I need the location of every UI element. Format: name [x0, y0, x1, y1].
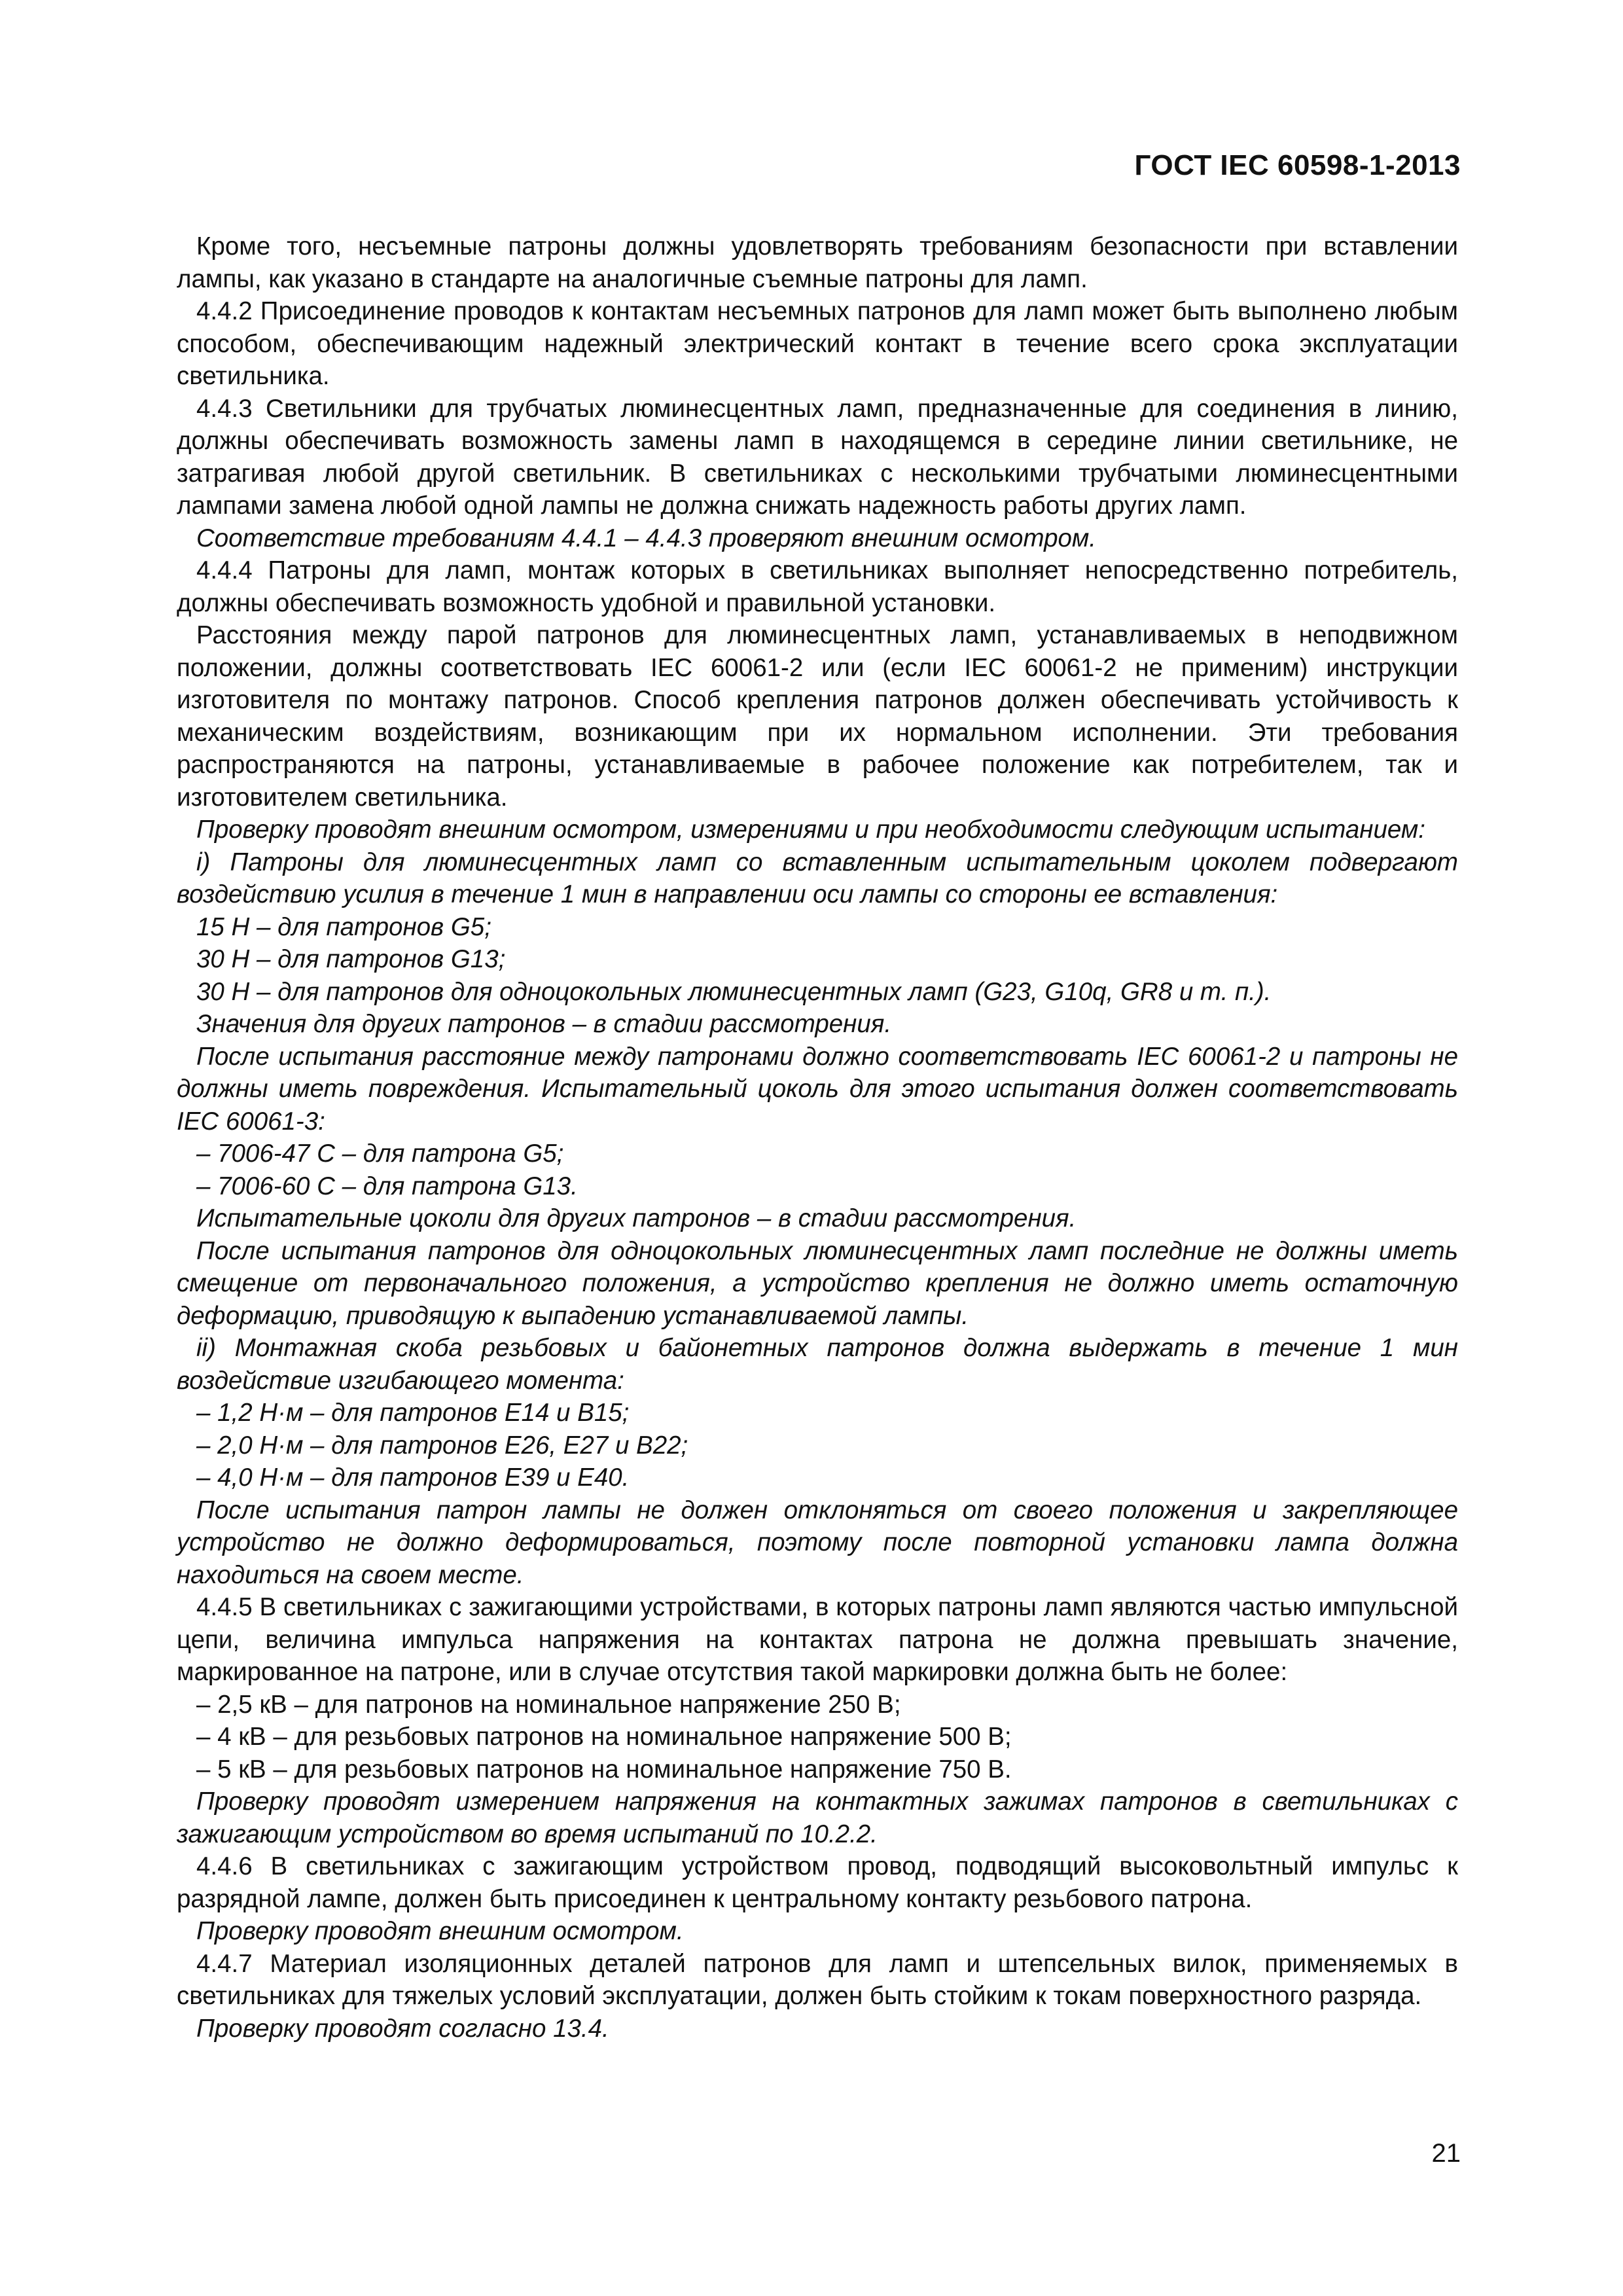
paragraph: – 7006-60 С – для патрона G13. — [196, 1172, 578, 1200]
paragraph: i) Патроны для люминесцентных ламп со вставленным испытательным цоколем подвергают воздействию усилия в течение 1 мин в направлении оси лампы со стороны ее вставления: — [177, 848, 1458, 908]
paragraph: 4.4.4 Патроны для ламп, монтаж которых в светильниках выполняет непосредственно потребитель, должны обеспечивать возможность удобной и правильной установки. — [177, 556, 1458, 617]
paragraph: 4.4.2 Присоединение проводов к контактам несъемных патронов для ламп может быть выполнено любым способом, обеспечивающим надежный электрический контакт в течение всего срока эксплуатации светильника. — [177, 297, 1458, 390]
paragraph: После испытания расстояние между патронами должно соответствовать IEC 60061-2 и патроны не должны иметь повреждения. Испытательный цоколь для этого испытания должен соответствовать IEC 60061-3: — [177, 1042, 1458, 1136]
paragraph: – 2,0 Н·м – для патронов Е26, Е27 и В22; — [196, 1431, 688, 1460]
paragraph: 4.4.7 Материал изоляционных деталей патронов для ламп и штепсельных вилок, применяемых в светильниках для тяжелых условий эксплуатации, должен быть стойким к токам поверхностного разряда. — [177, 1949, 1458, 2010]
paragraph: – 5 кВ – для резьбовых патронов на номинальное напряжение 750 В. — [196, 1755, 1012, 1784]
paragraph: – 4,0 Н·м – для патронов Е39 и Е40. — [196, 1463, 630, 1492]
paragraph: Испытательные цоколи для других патронов – в стадии рассмотрения. — [196, 1204, 1077, 1232]
paragraph: После испытания патронов для одноцокольных люминесцентных ламп последние не должны иметь смещение от первоначального положения, а устройство крепления не должно иметь остаточную деформацию, приводящую к выпадению устанавливаемой лампы. — [177, 1236, 1458, 1330]
paragraph: 30 Н – для патронов для одноцокольных люминесцентных ламп (G23, G10q, GR8 и т. п.). — [196, 977, 1272, 1006]
document-body — [177, 230, 1458, 2045]
paragraph: 4.4.6 В светильниках с зажигающим устройством провод, подводящий высоковольтный импульс к разрядной лампе, должен быть присоединен к центральному контакту резьбового патрона. — [177, 1852, 1458, 1913]
paragraph: Расстояния между парой патронов для люминесцентных ламп, устанавливаемых в неподвижном положении, должны соответствовать IEC 60061-2 или (если IEC 60061-2 не применим) инструкции изготовителя по монтажу патронов. Способ крепления патронов должен обеспечивать устойчивость к механическим воздействиям, возникающим при их нормальном исполнении. Эти требования распространяются на патроны, устанавливаемые в рабочее положение как потребителем, так и изготовителем светильника. — [177, 621, 1458, 812]
document-code-header: ГОСТ IEC 60598-1-2013 — [1134, 149, 1461, 181]
paragraph: – 1,2 Н·м – для патронов Е14 и В15; — [196, 1399, 630, 1427]
paragraph: Проверку проводят внешним осмотром. — [196, 1917, 684, 1945]
paragraph: Проверку проводят согласно 13.4. — [196, 2014, 609, 2043]
paragraph: Соответствие требованиям 4.4.1 – 4.4.3 проверяют внешним осмотром. — [196, 524, 1097, 552]
paragraph: После испытания патрон лампы не должен отклоняться от своего положения и закрепляющее устройство не должно деформироваться, поэтому после повторной установки лампа должна находиться на своем месте. — [177, 1496, 1458, 1589]
paragraph: Проверку проводят измерением напряжения на контактных зажимах патронов в светильниках с зажигающим устройством во время испытаний по 10.2.2. — [177, 1787, 1458, 1848]
paragraph: Значения для других патронов – в стадии рассмотрения. — [196, 1010, 892, 1038]
paragraph: 30 Н – для патронов G13; — [196, 945, 506, 973]
paragraph: – 4 кВ – для резьбовых патронов на номинальное напряжение 500 В; — [196, 1723, 1012, 1751]
paragraph: 4.4.3 Светильники для трубчатых люминесцентных ламп, предназначенные для соединения в линию, должны обеспечивать возможность замены ламп в находящемся в середине линии светильнике, не затрагивая любой другой светильник. В светильниках с несколькими трубчатыми люминесцентными лампами замена любой одной лампы не должна снижать надежность работы других ламп. — [177, 394, 1458, 520]
paragraph: ii) Монтажная скоба резьбовых и байонетных патронов должна выдержать в течение 1 мин воздействие изгибающего момента: — [177, 1334, 1458, 1395]
paragraph: – 2,5 кВ – для патронов на номинальное напряжение 250 В; — [196, 1690, 901, 1719]
paragraph: Кроме того, несъемные патроны должны удовлетворять требованиям безопасности при вставлении лампы, как указано в стандарте на аналогичные съемные патроны для ламп. — [177, 232, 1458, 293]
paragraph: 4.4.5 В светильниках с зажигающими устройствами, в которых патроны ламп являются частью импульсной цепи, величина импульса напряжения на контактах патрона не должна превышать значение, маркированное на патроне, или в случае отсутствия такой маркировки должна быть не более: — [177, 1593, 1458, 1686]
paragraph: 15 Н – для патронов G5; — [196, 912, 491, 941]
paragraph: – 7006-47 С – для патрона G5; — [196, 1139, 564, 1168]
page-number: 21 — [1431, 2139, 1461, 2168]
paragraph: Проверку проводят внешним осмотром, измерениями и при необходимости следующим испытанием: — [196, 816, 1425, 844]
